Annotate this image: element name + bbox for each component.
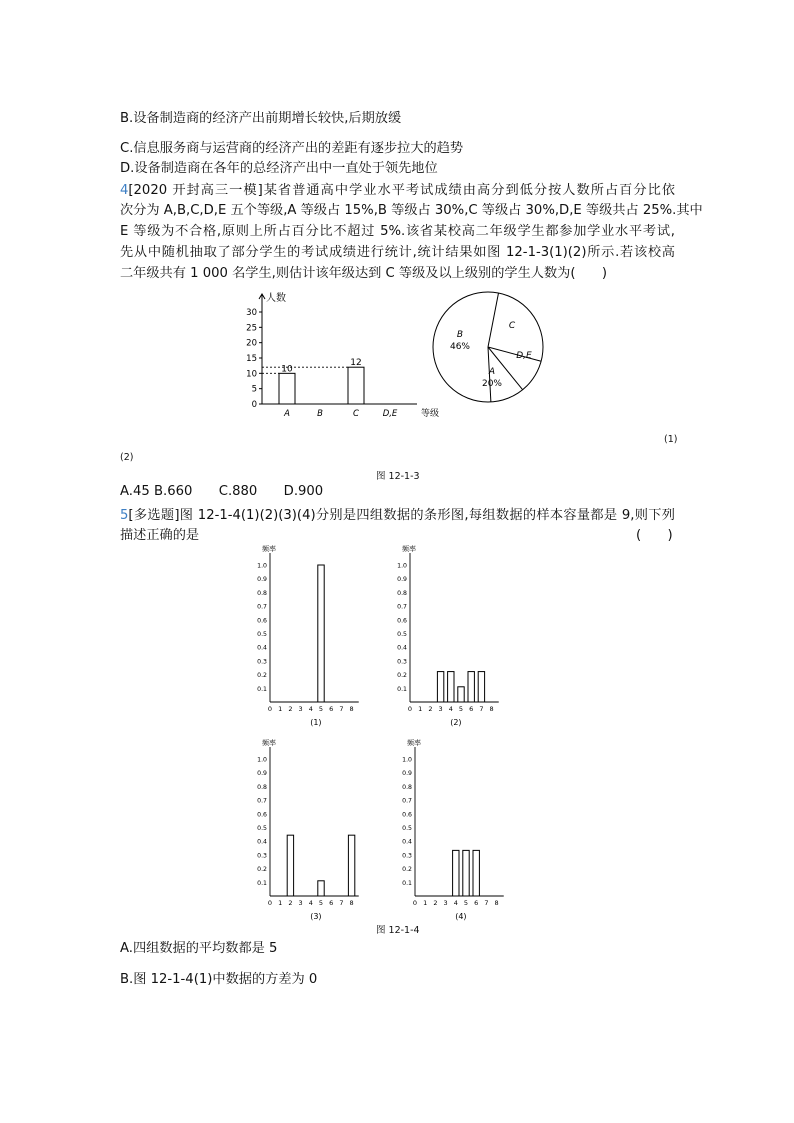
- y-tick-label: 0: [251, 400, 257, 410]
- bar: [478, 672, 484, 702]
- data-label: 10: [281, 364, 293, 375]
- bar: [453, 850, 459, 896]
- y-tick-label: 1.0: [397, 562, 407, 570]
- pie-label: B: [456, 330, 464, 340]
- x-tick-label: 6: [329, 899, 334, 907]
- y-tick-label: 0.1: [397, 685, 407, 693]
- y-axis-label: 频率: [407, 739, 421, 747]
- y-tick-label: 0.7: [402, 797, 412, 805]
- x-tick-label: 7: [339, 705, 344, 713]
- x-tick-label: A: [284, 409, 290, 419]
- y-tick-label: 10: [246, 369, 257, 380]
- x-tick-label: 8: [489, 705, 494, 713]
- y-tick-label: 0.4: [257, 838, 267, 846]
- q4-options: A.45 B.660 C.880 D.900: [120, 484, 324, 499]
- x-tick-label: 0: [412, 899, 418, 907]
- y-tick-label: 0.4: [402, 838, 412, 846]
- y-tick-label: 0.6: [397, 617, 407, 625]
- x-tick-label: 8: [349, 705, 354, 713]
- y-tick-label: 0.5: [402, 825, 412, 832]
- option-c-prev: C.信息服务商与运营商的经济产出的差距有逐步拉大的趋势: [120, 141, 464, 156]
- q4-line-1: 4[2020 开封高三一模]某省普通高中学业水平考试成绩由高分到低分按人数所占百分比依: [120, 183, 675, 198]
- x-tick-label: 4: [308, 899, 313, 907]
- y-tick-label: 0.1: [257, 879, 267, 887]
- x-tick-label: 7: [479, 705, 484, 713]
- y-tick-label: 1.0: [257, 756, 267, 764]
- x-tick-label: 7: [339, 899, 344, 907]
- chart-subtitle: (3): [310, 912, 322, 921]
- q5-line-1: 5[多选题]图 12-1-4(1)(2)(3)(4)分别是四组数据的条形图,每组数据的样本容量都是 9,则下列: [120, 508, 675, 523]
- bar: [318, 565, 324, 702]
- bar: [348, 835, 354, 896]
- y-tick-label: 0.7: [257, 797, 267, 805]
- x-tick-label: 1: [278, 705, 283, 713]
- bar: [458, 687, 464, 702]
- y-tick-label: 15: [246, 354, 257, 364]
- y-tick-label: 1.0: [402, 756, 412, 764]
- y-axis-label: 频率: [402, 545, 416, 553]
- y-axis-label: 频率: [262, 545, 276, 553]
- y-tick-label: 0.3: [397, 658, 407, 666]
- figure-caption-12-1-3: 图 12-1-3: [376, 471, 420, 482]
- y-tick-label: 0.2: [397, 672, 407, 680]
- option-d-prev: D.设备制造商在各年的总经济产出中一直处于领先地位: [120, 161, 438, 176]
- q5-line-2: 描述正确的是: [120, 528, 200, 543]
- x-tick-label: 6: [469, 705, 474, 713]
- q4-line-3: E 等级为不合格,原则上所占百分比不超过 5%.该省某校高二年级学生都参加学业水平考试,: [120, 224, 675, 239]
- y-tick-label: 0.3: [257, 658, 267, 666]
- y-tick-label: 0.5: [397, 631, 407, 638]
- y-tick-label: 0.2: [257, 672, 267, 680]
- y-tick-label: 0.2: [257, 866, 267, 874]
- chart-12-1-4-4: [400, 737, 530, 922]
- x-tick-label: 1: [278, 899, 283, 907]
- y-tick-label: 0.9: [257, 576, 267, 584]
- x-tick-label: 1: [418, 705, 423, 713]
- x-tick-label: 1: [423, 899, 428, 907]
- figure-caption-12-1-4: 图 12-1-4: [376, 925, 420, 936]
- chart-12-1-4-1: [255, 543, 375, 728]
- chart-subtitle: (1): [310, 718, 322, 727]
- x-tick-label: 6: [329, 705, 334, 713]
- y-tick-label: 0.3: [257, 852, 267, 860]
- x-tick-label: D,E: [382, 409, 398, 419]
- y-tick-label: 0.6: [257, 811, 267, 819]
- data-label: 12: [350, 358, 362, 369]
- x-tick-label: 3: [298, 899, 303, 907]
- pie-label: C: [508, 321, 516, 331]
- pie-value: 46%: [449, 342, 471, 352]
- y-axis-label: 频率: [262, 739, 276, 747]
- x-tick-label: 2: [288, 705, 293, 713]
- bar: [279, 373, 295, 404]
- q5-answer-paren: ( ): [636, 528, 673, 543]
- x-tick-label: 5: [318, 705, 324, 713]
- x-tick-label: B: [317, 409, 323, 419]
- x-tick-label: 0: [267, 705, 273, 713]
- pie-label: A: [488, 367, 496, 377]
- x-tick-label: 3: [298, 705, 303, 713]
- chart-12-1-4-2: [395, 543, 525, 728]
- q4-number: 4: [120, 183, 129, 198]
- y-tick-label: 0.9: [257, 770, 267, 778]
- figure-label-2: (2): [120, 452, 134, 463]
- bar: [448, 672, 454, 702]
- x-tick-label: 4: [453, 899, 458, 907]
- y-tick-label: 0.3: [402, 852, 412, 860]
- x-tick-label: 0: [407, 705, 413, 713]
- x-axis-label: 等级: [421, 409, 440, 419]
- x-tick-label: 6: [474, 899, 479, 907]
- bar: [473, 850, 479, 896]
- y-tick-label: 0.8: [257, 589, 267, 597]
- y-tick-label: 20: [246, 338, 257, 349]
- y-tick-label: 0.6: [257, 617, 267, 625]
- chart-subtitle: (2): [450, 718, 462, 727]
- y-tick-label: 0.5: [257, 825, 267, 832]
- x-tick-label: 8: [494, 899, 499, 907]
- y-tick-label: 0.1: [257, 685, 267, 693]
- x-tick-label: 4: [308, 705, 313, 713]
- chart-subtitle: (4): [455, 912, 467, 921]
- option-b-prev: B.设备制造商的经济产出前期增长较快,后期放缓: [120, 111, 402, 126]
- q5-number: 5: [120, 508, 129, 523]
- x-tick-label: 0: [267, 899, 273, 907]
- bar: [437, 672, 443, 702]
- y-tick-label: 0.2: [402, 866, 412, 874]
- q5-option-b: B.图 12-1-4(1)中数据的方差为 0: [120, 972, 318, 987]
- x-tick-label: 3: [438, 705, 443, 713]
- y-tick-label: 0.9: [397, 576, 407, 584]
- y-tick-label: 0.8: [397, 589, 407, 597]
- bar: [318, 881, 324, 896]
- chart-12-1-3-2-pie: [430, 290, 550, 406]
- y-tick-label: 25: [246, 323, 257, 334]
- x-tick-label: C: [353, 409, 359, 419]
- x-tick-label: 8: [349, 899, 354, 907]
- bar: [463, 850, 469, 896]
- y-tick-label: 30: [246, 308, 257, 318]
- bar: [348, 367, 364, 404]
- x-tick-label: 5: [458, 705, 464, 713]
- bar: [287, 835, 293, 896]
- x-tick-label: 3: [443, 899, 448, 907]
- y-tick-label: 0.7: [397, 603, 407, 611]
- q4-line-4: 先从中随机抽取了部分学生的考试成绩进行统计,统计结果如图 12-1-3(1)(2)所示.若该校高: [120, 245, 675, 260]
- y-axis-label: 人数: [266, 293, 286, 304]
- x-tick-label: 5: [463, 899, 469, 907]
- q4-line-2: 次分为 A,B,C,D,E 五个等级,A 等级占 15%,B 等级占 30%,C 等级占 30%,D,E 等级共占 25%.其中: [120, 203, 703, 218]
- figure-label-1: (1): [664, 434, 678, 445]
- y-tick-label: 0.1: [402, 879, 412, 887]
- x-tick-label: 2: [433, 899, 438, 907]
- y-tick-label: 0.4: [397, 644, 407, 652]
- y-tick-label: 0.5: [257, 631, 267, 638]
- y-tick-label: 0.9: [402, 770, 412, 778]
- x-tick-label: 2: [288, 899, 293, 907]
- y-tick-label: 1.0: [257, 562, 267, 570]
- chart-12-1-4-3: [255, 737, 385, 922]
- y-tick-label: 0.6: [402, 811, 412, 819]
- x-tick-label: 7: [484, 899, 489, 907]
- pie-label: D,E: [516, 351, 532, 361]
- x-tick-label: 4: [448, 705, 453, 713]
- pie-value: 20%: [481, 379, 503, 389]
- y-tick-label: 0.8: [257, 783, 267, 791]
- x-tick-label: 5: [318, 899, 324, 907]
- q4-line-5: 二年级共有 1 000 名学生,则估计该年级达到 C 等级及以上级别的学生人数为( ): [120, 266, 608, 281]
- bar: [468, 672, 474, 702]
- y-tick-label: 5: [251, 384, 257, 395]
- chart-12-1-3-1-bar: [230, 285, 440, 425]
- x-tick-label: 2: [428, 705, 433, 713]
- y-tick-label: 0.4: [257, 644, 267, 652]
- y-tick-label: 0.8: [402, 783, 412, 791]
- y-tick-label: 0.7: [257, 603, 267, 611]
- q5-option-a: A.四组数据的平均数都是 5: [120, 941, 278, 956]
